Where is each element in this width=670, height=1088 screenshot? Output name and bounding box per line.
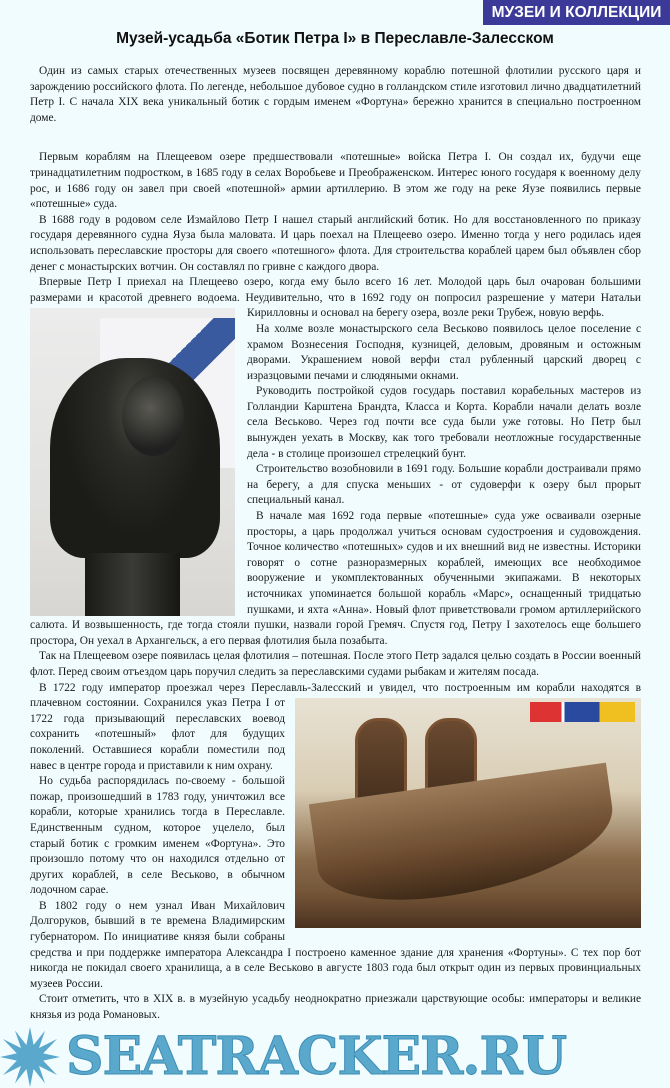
- peter-bust-photo: [30, 308, 235, 616]
- flags: [530, 702, 635, 722]
- paragraph: Стоит отметить, что в XIX в. в музейную усадьбу неоднократно приезжали царствующие особы: императоры и великие князья из рода Романовых.: [30, 993, 641, 1022]
- paragraph: Строительство возобновили в 1691 году. Большие корабли достраивали прямо на берегу, а для спуска меньших - от судоверфи к озеру был прорыт специальный канал.: [247, 463, 641, 507]
- section-banner: МУЗЕИ И КОЛЛЕКЦИИ: [483, 0, 670, 25]
- paragraph-text: Кирилловны и основал на берегу озера, возле реки Трубеж, новую верфь.: [247, 307, 605, 320]
- article-body: [30, 64, 641, 1088]
- watermark-text: SEATRACKER.RU: [66, 1025, 567, 1087]
- paragraph-text: Впервые Петр I приехал на Плещеево озеро, когда ему было всего 16 лет. Молодой царь был очарован большими размерами и красотой древнего водоема. Неудивительно, что в 1692 году он попросил разрешение у матери Натальи: [30, 276, 641, 304]
- paragraph: На холме возле монастырского села Веськово появилось целое поселение с храмом Вознесения Господня, кузницей, деловым, дровяным и остожным дворами. Украшением новой верфи стал рубленный царский дворец с изразцовыми печами и слюдяными окнами.: [247, 322, 641, 382]
- bust-shoulders: [50, 358, 220, 558]
- paragraph: Один из самых старых отечественных музеев посвящен деревянному кораблю потешной флотилии русского царя и зарождению российского флота. По легенде, небольшое дубовое судно в голландском стиле изготовил лично двадцатилетний Петр I. С начала XIX века уникальный ботик с гордым именем «Фортуна» бережно хранится в специально построенном доме.: [30, 65, 641, 124]
- paragraph: В начале мая 1692 года первые «потешные» суда уже осваивали озерные просторы, а царь продолжал учиться основам судостроения и судовождения. Точное количество «потешных» судов и их внешний вид не известны. Историки говорят о сотне разноразмерных кораблей, имеющих все необходимое вооружение и укомплектованных обученными экипажами. В некоторых источниках упоминается большой корабль «Марс», оснащенный тридцатью пушками, и яхта «Анна». Новый флот приветствовали громом артиллерийского салюта. И возвышенность, где тогда стояли пушки, назвали горой Гремяч. Спустя год, Петру I захотелось еще большего простора, Он уехал в Архангельск, а его первая флотилия была позабыта.: [30, 510, 641, 647]
- paragraph-text: плачевном состоянии. Сохранился указ Петра I от 1722 года призывающий переславских воевод сохранить «потешный» флот для будущих поколений. Оставшиеся корабли поместили под навес в центре города и приставили к ним охрану.: [30, 697, 285, 772]
- star-burst-icon: [0, 1027, 60, 1087]
- paragraph: В 1802 году о нем узнал Иван Михайлович Долгоруков, бывший в те времена Владимирским губернатором. По инициативе князя были собраны средства и при поддержке императора Александра I построено каменное здание для хранения «Фортуны». С тех пор бот никогда не покидал своего хранилища, а в селе Веськово в августе 1803 года был открыт один из первых провинциальных музеев России.: [30, 899, 641, 990]
- paragraph: Руководить постройкой судов государь поставил корабельных мастеров из Голландии Карштена Брандта, Класса и Корта. Корабли начали делать возле села Веськово. Через год почти все суда были уже готовы. Но Петр был вынужден уехать в Москву, как того требовали неотложные государственные дела - в столице произошел стрелецкий бунт.: [247, 385, 641, 460]
- paragraph: В 1688 году в родовом селе Измайлово Петр I нашел старый английский ботик. Но для восстановленного по приказу государя деревянного судна Яуза была маловата. И царь поехал на Плещеево озеро. Именно тогда у него родилась идея использовать переславские просторы для своего «потешного» флота. Для строительства кораблей царем был объявлен сбор денег с монастырских вотчин. Он составлял по гривне с каждого двора.: [30, 213, 641, 273]
- page-title: Музей-усадьба «Ботик Петра I» в Переславле-Залесском: [116, 30, 554, 47]
- spacer: [30, 126, 641, 150]
- paragraph: Первым кораблям на Плещеевом озере предшествовали «потешные» войска Петра I. Он создал их, будучи еще тринадцатилетним подростком, в 1685 году в селах Воробьеве и Преображенском. Интерес юного государя к военному делу рос, и 1686 году он завел при своей «потешной» армии артиллерию. В этом же году на реке Яузе появились первые «потешные» суда.: [30, 151, 641, 211]
- paragraph: [30, 681, 641, 775]
- botik-fortuna-photo: [295, 698, 641, 928]
- watermark: [0, 1026, 640, 1088]
- pedestal: [85, 553, 180, 616]
- floor: [295, 888, 641, 928]
- paragraph-text: В 1722 году император проезжал через Переславль-Залесский и увидел, что построенным им корабли находятся в: [39, 681, 641, 694]
- bust-head: [122, 376, 184, 456]
- paragraph: Но судьба распорядилась по-своему - большой пожар, произошедший в 1783 году, уничтожил все корабли, которые хранились тогда в Переславле. Единственным судном, которое уцелело, был старый ботик с громким именем «Фортуна». Это произошло потому что он находился отдельно от других кораблей, в селе Веськово, в обычном лодочном сарае.: [30, 775, 285, 897]
- paragraph: [30, 275, 641, 322]
- paragraph: Так на Плещеевом озере появилась целая флотилия – потешная. После этого Петр задался целью создать в России военный флот. Перед своим отъездом царь поручил следить за переславскими судами рыбакам и жителям посада.: [30, 650, 641, 678]
